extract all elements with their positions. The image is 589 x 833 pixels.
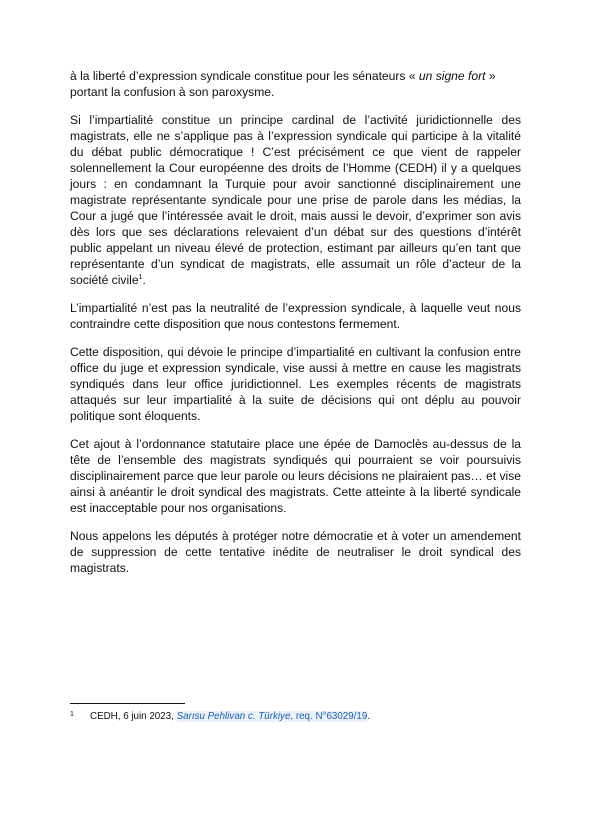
paragraph-4: Cette disposition, qui dévoie le principe d’impartialité en cultivant la confusion entre office du juge et expression syndicale, vise aussi à mettre en cause les magistrats syndiqués dans leur office juridictionnel. Les exemples récents de magistrats attaqués sur leur impartialité à la suite de décisions qui ont déplu au pouvoir politique sont éloquents. bbox=[70, 345, 521, 423]
paragraph-1-text-end: » portant la confusion à son paroxysme. bbox=[70, 69, 496, 99]
footnote-case-ref[interactable]: , req. N°63029/19 bbox=[290, 711, 368, 722]
footnote-reference[interactable]: 1 bbox=[138, 273, 143, 281]
quoted-phrase: un signe fort bbox=[418, 69, 486, 83]
footnote-number: 1 bbox=[70, 711, 74, 718]
footnote-case-link[interactable] bbox=[176, 711, 371, 722]
document-body bbox=[70, 68, 521, 588]
paragraph-1 bbox=[70, 68, 521, 100]
footnote-separator bbox=[70, 703, 185, 704]
footnote-prefix: CEDH, 6 juin 2023, bbox=[90, 711, 177, 722]
footnote-suffix: . bbox=[367, 711, 371, 722]
paragraph-6: Nous appelons les députés à protéger notre démocratie et à voter un amendement de suppression de cette tentative inédite de neutraliser le droit syndical des magistrats. bbox=[70, 529, 521, 575]
footnote bbox=[70, 710, 521, 723]
paragraph-5: Cet ajout à l’ordonnance statutaire place une épée de Damoclès au-dessus de la tête de l’ensemble des magistrats syndiqués qui pourraient se voir poursuivis disciplinairement parce que leur parole ou leurs décisions ne plairaient pas… et vise ainsi à anéantir le droit syndical des magistrats. Cette atteinte à la liberté syndicale est inacceptable pour nos organisations. bbox=[70, 437, 521, 515]
paragraph-2-end: . bbox=[142, 273, 146, 287]
paragraph-1-text-start: à la liberté d’expression syndicale constitue pour les sénateurs « bbox=[70, 69, 419, 83]
paragraph-2-text: Si l’impartialité constitue un principe cardinal de l’activité juridictionnelle des magistrats, elle ne s’applique pas à l’expression syndicale qui participe à la vitalité du débat public démocratique ! C’est précisément ce que vient de rappeler solennellement la Cour européenne des droits de l’Homme (CEDH) il y a quelques jours : en condamnant la Turquie pour avoir sanctionné disciplinairement une magistrate représentante syndicale pour une prise de parole dans les médias, la Cour a jugé que l’intéressée avait le droit, mais aussi le devoir, d’exprimer son avis dès lors que ses déclarations relevaient d’un débat sur des questions d’intérêt public appelant un niveau élevé de protection, estimant par ailleurs qu’en tant que représentante d’un syndicat de magistrats, elle assumait un rôle d’acteur de la société civile bbox=[70, 113, 521, 287]
footnote-case-name[interactable]: Sarısu Pehlivan c. Türkiye bbox=[176, 711, 291, 722]
paragraph-3: L’impartialité n’est pas la neutralité de l’expression syndicale, à laquelle veut nous contraindre cette disposition que nous contestons fermement. bbox=[70, 301, 521, 331]
paragraph-2 bbox=[70, 112, 521, 288]
